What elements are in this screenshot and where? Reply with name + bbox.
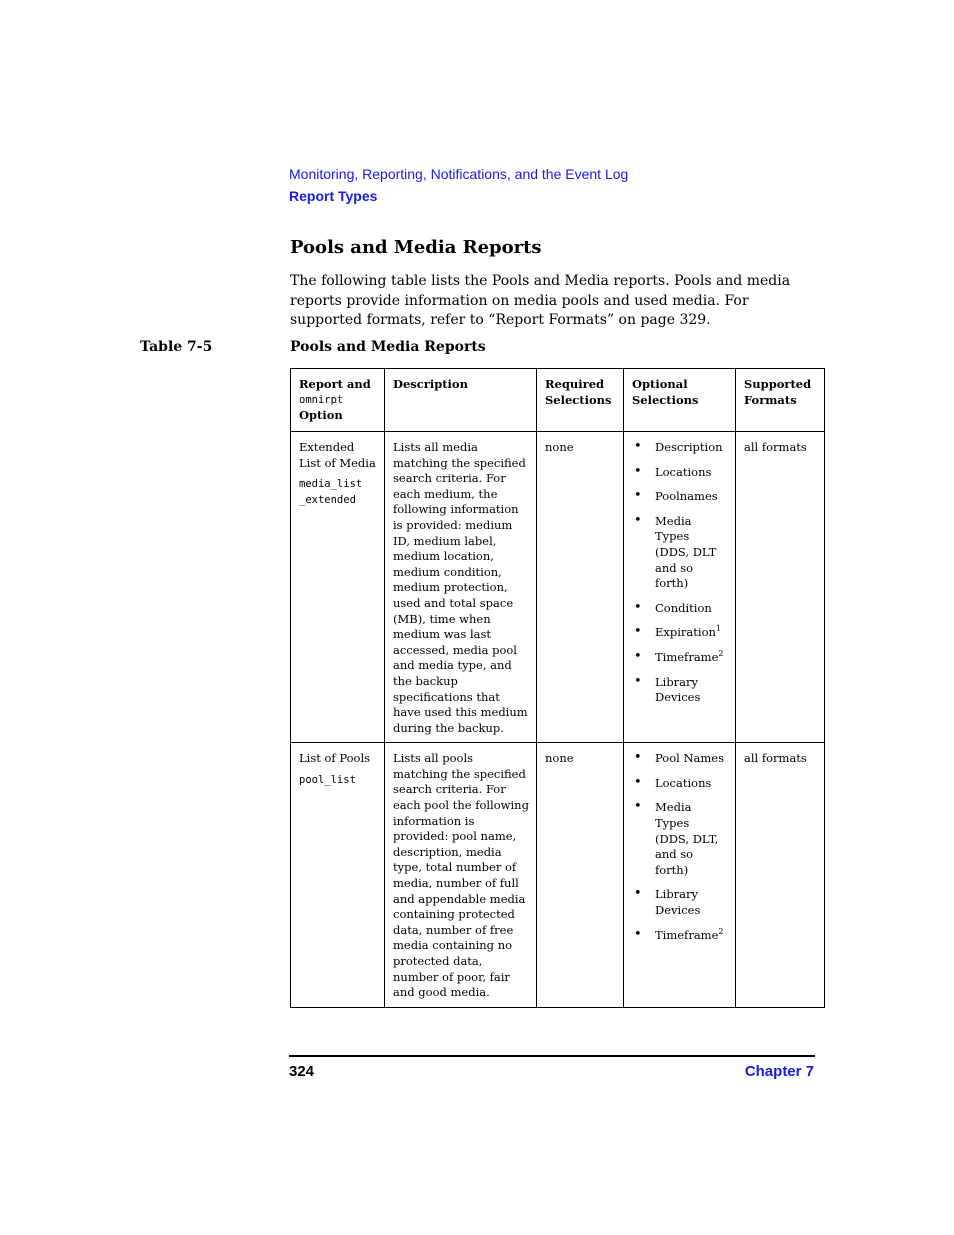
- optional-cell: [624, 432, 736, 743]
- optional-item-line: Media: [655, 513, 692, 528]
- optional-item-line: Poolnames: [655, 489, 718, 504]
- description-line: specifications that: [393, 689, 500, 704]
- optional-item-line: Locations: [655, 775, 712, 790]
- optional-item-line: and so: [655, 847, 694, 862]
- optional-item-line: Types: [655, 816, 690, 831]
- description-line: during the backup.: [393, 720, 504, 735]
- report-name-line: List of Pools: [299, 751, 371, 766]
- description-line: provided: pool name,: [393, 829, 517, 844]
- bullet-icon: •: [634, 886, 642, 902]
- bullet-icon: •: [634, 624, 642, 640]
- bullet-icon: •: [634, 648, 642, 664]
- description-line: have used this medium: [393, 705, 528, 720]
- section-heading: Pools and Media Reports: [290, 237, 542, 258]
- footnote-marker: 1: [715, 624, 721, 634]
- header-report-option: [291, 369, 385, 432]
- description-line: medium location,: [393, 549, 494, 564]
- header-text: Description: [393, 377, 468, 391]
- header-text: Option: [299, 408, 343, 423]
- description-line: and good media.: [393, 985, 490, 1000]
- intro-line: The following table lists the Pools and Media reports. Pools and media: [290, 273, 791, 289]
- description-line: each pool the following: [393, 798, 529, 813]
- report-name-cell: [291, 432, 385, 743]
- optional-item: [632, 887, 727, 918]
- required-cell: none: [537, 432, 624, 743]
- header-optional: [624, 369, 736, 432]
- optional-item: [632, 675, 727, 706]
- intro-paragraph: [290, 272, 810, 331]
- header-text: Selections: [545, 392, 612, 407]
- optional-item: [632, 465, 727, 481]
- table-row: [291, 432, 825, 743]
- intro-line: supported formats, refer to “Report Formats” on page 329.: [290, 312, 711, 328]
- optional-item-text: Expiration: [655, 625, 716, 640]
- chapter-link[interactable]: Chapter 7: [744, 1063, 814, 1080]
- description-line: medium protection,: [393, 580, 508, 595]
- bullet-icon: •: [634, 750, 642, 766]
- report-name-line: List of Media: [299, 455, 376, 470]
- report-name-line: Extended: [299, 440, 355, 454]
- description-line: medium was last: [393, 627, 492, 642]
- table-caption-title: Pools and Media Reports: [290, 339, 486, 355]
- optional-item-line: Pool Names: [655, 751, 724, 766]
- description-cell: [385, 743, 537, 1008]
- bullet-icon: •: [634, 799, 642, 815]
- option-code: [299, 477, 376, 508]
- optional-item: [632, 751, 727, 767]
- bullet-icon: •: [634, 463, 642, 479]
- optional-item-text: Timeframe: [655, 649, 719, 664]
- description-line: Lists all media: [393, 440, 478, 454]
- optional-item-line: Media: [655, 800, 692, 815]
- description-line: type, total number of: [393, 860, 517, 875]
- required-cell: none: [537, 743, 624, 1008]
- bullet-icon: •: [634, 439, 642, 454]
- breadcrumb-subsection[interactable]: Report Types: [289, 188, 378, 204]
- description-line: containing protected: [393, 907, 515, 922]
- table-caption-number: Table 7-5: [140, 339, 213, 355]
- description-line: and appendable media: [393, 891, 526, 906]
- optional-item-line: [655, 650, 727, 666]
- optional-item: [632, 514, 727, 592]
- optional-item-line: Library: [655, 887, 699, 902]
- bullet-icon: •: [634, 673, 642, 689]
- optional-item-line: forth): [655, 862, 689, 877]
- optional-item-line: Library: [655, 674, 699, 689]
- footnote-marker: 2: [718, 926, 724, 936]
- description-line: protected data,: [393, 954, 483, 968]
- optional-item-line: Condition: [655, 600, 712, 615]
- header-code: omnirpt: [299, 393, 344, 406]
- description-line: matching the specified: [393, 455, 526, 470]
- optional-item-line: Description: [655, 440, 723, 454]
- optional-item-text: Timeframe: [655, 927, 719, 942]
- description-line: following information: [393, 502, 519, 517]
- intro-line: reports provide information on media pools and used media. For: [290, 292, 749, 309]
- description-line: description, media: [393, 844, 502, 859]
- bullet-icon: •: [634, 512, 642, 528]
- option-code-line: pool_list: [299, 773, 356, 786]
- optional-item: [632, 650, 727, 666]
- description-line: (MB), time when: [393, 611, 491, 626]
- description-line: is provided: medium: [393, 517, 513, 532]
- option-code-line: _extended: [299, 493, 356, 506]
- optional-list: [632, 440, 727, 706]
- description-line: search criteria. For: [393, 782, 506, 797]
- description-line: Lists all pools: [393, 751, 474, 766]
- description-line: matching the specified: [393, 766, 526, 781]
- report-name-cell: [291, 743, 385, 1008]
- optional-item-line: Devices: [655, 690, 701, 705]
- optional-item-line: [655, 625, 727, 641]
- description-line: information is: [393, 813, 475, 828]
- header-description: [385, 369, 537, 432]
- optional-list: [632, 751, 727, 943]
- description-line: used and total space: [393, 595, 514, 610]
- description-line: data, number of free: [393, 922, 514, 937]
- description-line: accessed, media pool: [393, 642, 517, 657]
- optional-item-line: Devices: [655, 903, 701, 918]
- header-text: Required: [545, 377, 605, 391]
- optional-item: [632, 928, 727, 944]
- optional-item: [632, 776, 727, 792]
- bullet-icon: •: [634, 488, 642, 504]
- footnote-marker: 2: [718, 649, 724, 659]
- optional-item-line: (DDS, DLT: [655, 544, 717, 559]
- optional-item-line: forth): [655, 576, 689, 591]
- breadcrumb-section[interactable]: Monitoring, Reporting, Notifications, and the Event Log: [289, 166, 629, 182]
- optional-item: [632, 625, 727, 641]
- description-line: search criteria. For: [393, 471, 506, 486]
- description-line: media, number of full: [393, 876, 519, 891]
- header-text: Selections: [632, 392, 699, 407]
- optional-item-line: (DDS, DLT,: [655, 831, 719, 846]
- option-code: [299, 773, 376, 789]
- description-line: ID, medium label,: [393, 533, 497, 548]
- formats-cell: all formats: [736, 432, 825, 743]
- description-line: medium condition,: [393, 564, 502, 579]
- optional-item-line: and so: [655, 560, 694, 575]
- optional-cell: [624, 743, 736, 1008]
- description-line: and media type, and: [393, 658, 512, 673]
- optional-item: [632, 440, 727, 456]
- optional-item-line: Types: [655, 529, 690, 544]
- page-number: 324: [289, 1063, 315, 1080]
- header-text: Optional: [632, 377, 688, 391]
- optional-item-line: Locations: [655, 464, 712, 479]
- description-line: each medium, the: [393, 486, 498, 501]
- description-line: media containing no: [393, 938, 513, 953]
- header-text: Supported: [744, 377, 812, 391]
- optional-item: [632, 601, 727, 617]
- header-formats: [736, 369, 825, 432]
- optional-item-line: [655, 928, 727, 944]
- footer-rule: [289, 1055, 815, 1057]
- optional-item: [632, 800, 727, 878]
- bullet-icon: •: [634, 774, 642, 790]
- description-line: the backup: [393, 673, 458, 688]
- header-required: [537, 369, 624, 432]
- formats-cell: all formats: [736, 743, 825, 1008]
- description-cell: [385, 432, 537, 743]
- bullet-icon: •: [634, 599, 642, 615]
- optional-item: [632, 489, 727, 505]
- header-text: Report and: [299, 377, 371, 391]
- description-line: number of poor, fair: [393, 969, 510, 984]
- bullet-icon: •: [634, 926, 642, 942]
- table-header-row: [291, 369, 825, 432]
- header-text: Formats: [744, 392, 797, 407]
- table-row: [291, 743, 825, 1008]
- reports-table: [290, 368, 825, 1008]
- option-code-line: media_list: [299, 478, 363, 491]
